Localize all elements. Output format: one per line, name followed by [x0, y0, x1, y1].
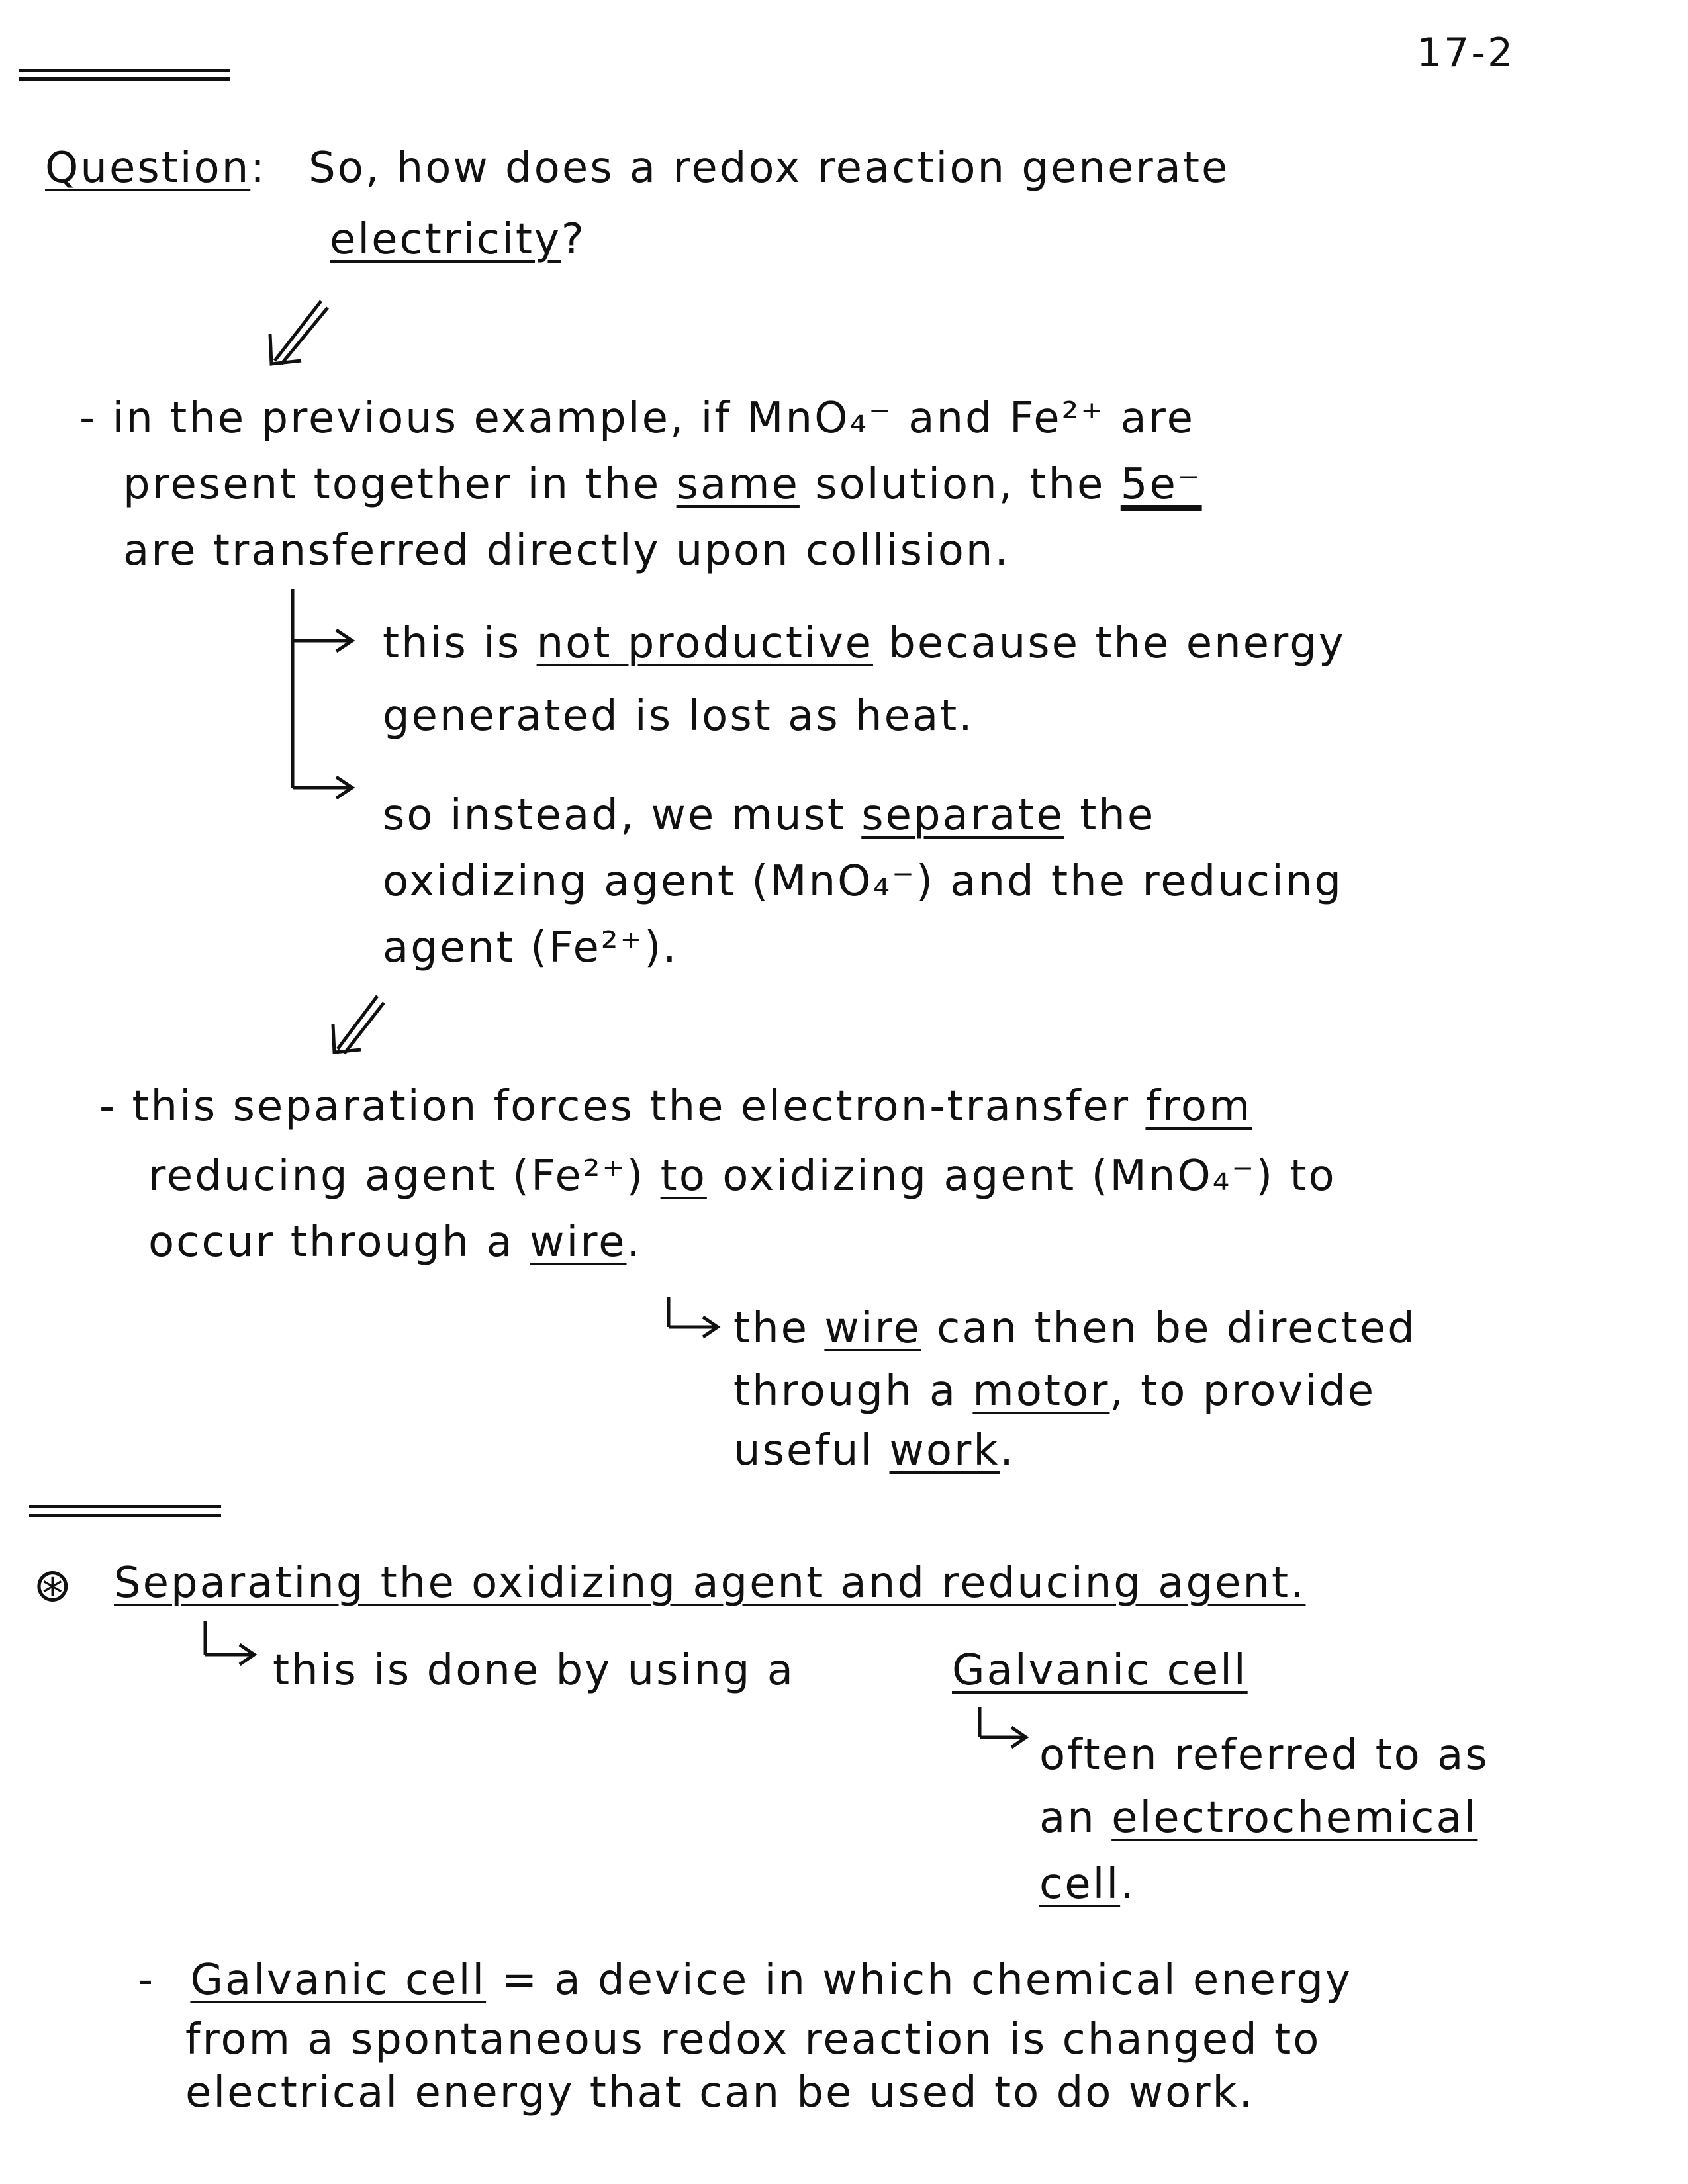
sub5-line-2: [1039, 1794, 1478, 1843]
sub2-post: the: [1064, 791, 1156, 840]
sub3-line-2-post: , to provide: [1109, 1367, 1376, 1416]
sub2-line-3: agent (Fe²⁺).: [383, 923, 679, 972]
definition-equals: = a device in which chemical energy: [486, 1956, 1352, 2005]
sub2-pre: so instead, we must: [383, 791, 862, 840]
definition-term: Galvanic cell: [190, 1956, 487, 2005]
question-line-1: [45, 144, 1230, 193]
para1-line-3: are transferred directly upon collision.: [123, 526, 1010, 575]
definition-line-3: electrical energy that can be used to do work.: [185, 2068, 1254, 2117]
para2-line-3-post: .: [626, 1218, 642, 1267]
sub3-motor: motor: [972, 1367, 1110, 1416]
para2-line-2: [148, 1152, 1336, 1201]
sub3-line-3: [733, 1426, 1015, 1475]
para2-line-2-post: oxidizing agent (MnO₄⁻) to: [706, 1152, 1336, 1201]
hook-arrow-icon-2: [199, 1621, 265, 1674]
hook-arrow-icon-3: [973, 1707, 1039, 1760]
sub4-galvanic-cell: Galvanic cell: [952, 1646, 1248, 1695]
section-heading: Separating the oxidizing agent and reducing agent.: [114, 1559, 1306, 1608]
para2-from: from: [1145, 1082, 1252, 1131]
definition-line-2: from a spontaneous redox reaction is changed to: [185, 2015, 1321, 2064]
sub5-cell: cell: [1039, 1860, 1121, 1909]
sub5-line-2-pre: an: [1039, 1794, 1112, 1843]
question-text: So, how does a redox reaction generate: [308, 144, 1230, 193]
definition-line-1: [138, 1956, 1352, 2005]
sub2-line-2: oxidizing agent (MnO₄⁻) and the reducing: [383, 857, 1343, 906]
sub3-work: work: [889, 1426, 1000, 1475]
sub3-line-2: [733, 1367, 1376, 1416]
hook-arrow-icon: [662, 1297, 728, 1350]
sub1-post: because the energy: [872, 619, 1346, 668]
para1-same: same: [676, 460, 800, 509]
branch-arrow-icon: [278, 589, 371, 814]
sub3-line-2-pre: through a: [733, 1367, 973, 1416]
para2-line-1: [99, 1082, 1252, 1131]
sub5-line-1: often referred to as: [1039, 1731, 1489, 1780]
sub1-not-productive: not productive: [536, 619, 873, 668]
page-number: 17-2: [1417, 30, 1515, 76]
para2-to: to: [660, 1152, 707, 1201]
sub3-line-1: [733, 1304, 1417, 1353]
sub5-line-3-post: .: [1120, 1860, 1136, 1909]
question-label: Question: [45, 144, 251, 193]
sub1-pre: this is: [383, 619, 537, 668]
question-line-2: [330, 215, 586, 264]
sub3-pre: the: [733, 1304, 825, 1353]
double-arrow-down-left-icon: [265, 298, 331, 371]
sub5-electrochemical: electrochemical: [1111, 1794, 1478, 1843]
sub1-line-1: [383, 619, 1346, 668]
para2-pre: - this separation forces the electron-transfer: [99, 1082, 1146, 1131]
question-electricity: electricity: [330, 215, 561, 264]
middle-divider: [29, 1505, 221, 1517]
para1-line-2-pre: present together in the: [123, 460, 677, 509]
para1-line-2-mid: solution, the: [799, 460, 1121, 509]
double-arrow-down-left-icon-2: [328, 993, 387, 1059]
sub1-line-2: generated is lost as heat.: [383, 692, 974, 741]
sub2-separate: separate: [861, 791, 1064, 840]
sub4-text: this is done by using a: [273, 1646, 795, 1695]
question-colon: :: [250, 144, 267, 193]
sub5-line-3: [1039, 1860, 1136, 1909]
section-bullet-icon: ⊛: [33, 1558, 74, 1612]
para1-line-1: - in the previous example, if MnO₄⁻ and Fe²⁺ are: [79, 394, 1195, 443]
sub3-line-3-pre: useful: [733, 1426, 890, 1475]
para1-line-2: [123, 460, 1202, 509]
sub3-line-3-post: .: [1000, 1426, 1015, 1475]
sub2-line-1: [383, 791, 1156, 840]
sub3-post: can then be directed: [921, 1304, 1417, 1353]
top-divider: [19, 69, 230, 81]
para2-line-3: [148, 1218, 642, 1267]
definition-dash: -: [138, 1956, 156, 2005]
para2-line-3-pre: occur through a: [148, 1218, 530, 1267]
sub3-wire: wire: [824, 1304, 921, 1353]
para1-5e: 5e⁻: [1120, 460, 1202, 509]
question-mark: ?: [561, 215, 586, 264]
para2-line-2-pre: reducing agent (Fe²⁺): [148, 1152, 661, 1201]
para2-wire: wire: [530, 1218, 627, 1267]
